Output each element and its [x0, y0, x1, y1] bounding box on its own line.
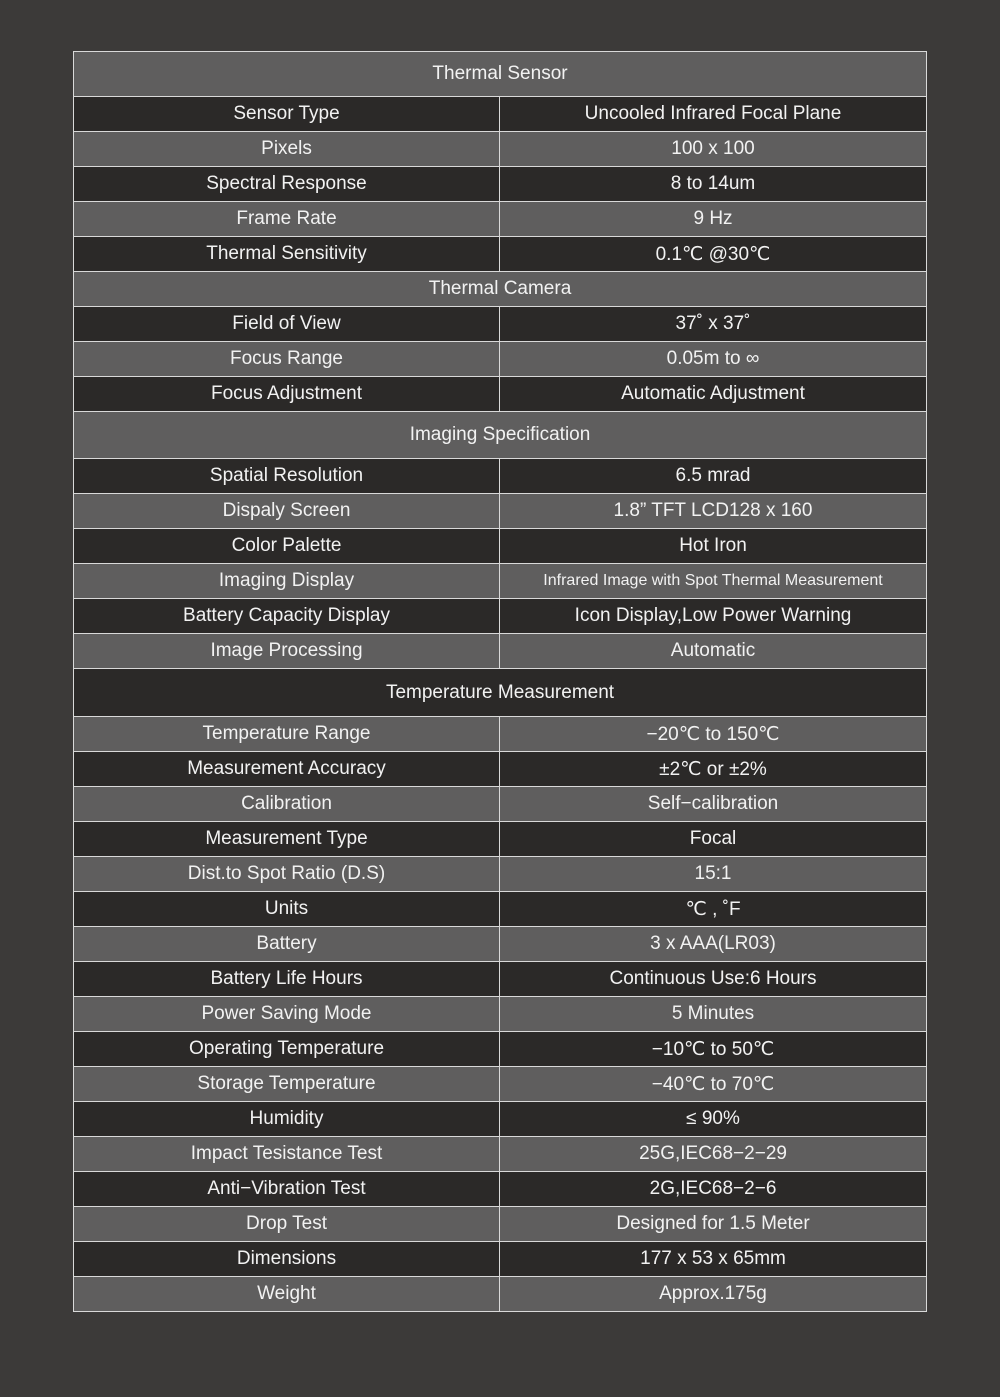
spec-row: [74, 1067, 927, 1102]
spec-label: Operating Temperature: [74, 1032, 500, 1067]
spec-row: [74, 1032, 927, 1067]
spec-value: −40℃ to 70℃: [500, 1067, 927, 1102]
spec-row: [74, 717, 927, 752]
spec-row: [74, 342, 927, 377]
section-header: [74, 272, 927, 307]
spec-value: Automatic: [500, 634, 927, 669]
spec-label: Field of View: [74, 307, 500, 342]
spec-value: 37˚ x 37˚: [500, 307, 927, 342]
section-title: Temperature Measurement: [74, 669, 927, 717]
spec-row: [74, 1102, 927, 1137]
spec-label: Color Palette: [74, 529, 500, 564]
spec-label: Thermal Sensitivity: [74, 237, 500, 272]
spec-value: Automatic Adjustment: [500, 377, 927, 412]
spec-row: [74, 1137, 927, 1172]
spec-row: [74, 1242, 927, 1277]
spec-value: Icon Display,Low Power Warning: [500, 599, 927, 634]
spec-label: Power Saving Mode: [74, 997, 500, 1032]
section-title: Thermal Sensor: [74, 52, 927, 97]
spec-value: Infrared Image with Spot Thermal Measurement: [500, 564, 927, 599]
spec-value: 0.05m to ∞: [500, 342, 927, 377]
spec-label: Impact Tesistance Test: [74, 1137, 500, 1172]
spec-label: Battery Capacity Display: [74, 599, 500, 634]
section-title: Thermal Camera: [74, 272, 927, 307]
spec-label: Imaging Display: [74, 564, 500, 599]
spec-label: Battery: [74, 927, 500, 962]
spec-row: [74, 202, 927, 237]
spec-row: [74, 132, 927, 167]
spec-row: [74, 529, 927, 564]
spec-row: [74, 787, 927, 822]
spec-value: −20℃ to 150℃: [500, 717, 927, 752]
spec-value: Approx.175g: [500, 1277, 927, 1312]
spec-value: 6.5 mrad: [500, 459, 927, 494]
spec-value: 15:1: [500, 857, 927, 892]
spec-row: [74, 634, 927, 669]
spec-label: Spectral Response: [74, 167, 500, 202]
spec-row: [74, 857, 927, 892]
section-title: Imaging Specification: [74, 412, 927, 459]
section-header: [74, 669, 927, 717]
spec-value: 0.1℃ @30℃: [500, 237, 927, 272]
spec-value: Designed for 1.5 Meter: [500, 1207, 927, 1242]
spec-value: 5 Minutes: [500, 997, 927, 1032]
spec-value: ≤ 90%: [500, 1102, 927, 1137]
spec-row: [74, 494, 927, 529]
spec-label: Sensor Type: [74, 97, 500, 132]
spec-label: Focus Adjustment: [74, 377, 500, 412]
spec-label: Image Processing: [74, 634, 500, 669]
spec-label: Dimensions: [74, 1242, 500, 1277]
section-header: [74, 52, 927, 97]
spec-value: 25G,IEC68−2−29: [500, 1137, 927, 1172]
spec-value: ±2℃ or ±2%: [500, 752, 927, 787]
spec-label: Humidity: [74, 1102, 500, 1137]
spec-row: [74, 1207, 927, 1242]
spec-row: [74, 167, 927, 202]
section-header: [74, 412, 927, 459]
spec-row: [74, 1172, 927, 1207]
spec-row: [74, 752, 927, 787]
spec-label: Dispaly Screen: [74, 494, 500, 529]
spec-label: Pixels: [74, 132, 500, 167]
spec-row: [74, 459, 927, 494]
spec-table-body: [74, 52, 927, 1312]
spec-row: [74, 962, 927, 997]
spec-row: [74, 1277, 927, 1312]
spec-row: [74, 97, 927, 132]
spec-row: [74, 307, 927, 342]
spec-row: [74, 237, 927, 272]
spec-label: Dist.to Spot Ratio (D.S): [74, 857, 500, 892]
spec-label: Anti−Vibration Test: [74, 1172, 500, 1207]
spec-value: ℃ , ˚F: [500, 892, 927, 927]
spec-value: 3 x AAA(LR03): [500, 927, 927, 962]
spec-label: Calibration: [74, 787, 500, 822]
spec-row: [74, 564, 927, 599]
spec-label: Measurement Accuracy: [74, 752, 500, 787]
spec-label: Storage Temperature: [74, 1067, 500, 1102]
spec-table: [73, 51, 927, 1312]
spec-row: [74, 997, 927, 1032]
spec-row: [74, 927, 927, 962]
spec-row: [74, 892, 927, 927]
spec-value: 100 x 100: [500, 132, 927, 167]
spec-label: Frame Rate: [74, 202, 500, 237]
spec-label: Measurement Type: [74, 822, 500, 857]
spec-label: Focus Range: [74, 342, 500, 377]
spec-value: 9 Hz: [500, 202, 927, 237]
spec-value: 2G,IEC68−2−6: [500, 1172, 927, 1207]
spec-value: Uncooled Infrared Focal Plane: [500, 97, 927, 132]
spec-value: 8 to 14um: [500, 167, 927, 202]
spec-label: Weight: [74, 1277, 500, 1312]
spec-row: [74, 377, 927, 412]
spec-label: Units: [74, 892, 500, 927]
spec-label: Temperature Range: [74, 717, 500, 752]
spec-label: Battery Life Hours: [74, 962, 500, 997]
spec-value: Focal: [500, 822, 927, 857]
spec-label: Spatial Resolution: [74, 459, 500, 494]
spec-value: Continuous Use:6 Hours: [500, 962, 927, 997]
spec-value: Hot Iron: [500, 529, 927, 564]
spec-value: −10℃ to 50℃: [500, 1032, 927, 1067]
spec-label: Drop Test: [74, 1207, 500, 1242]
spec-value: 177 x 53 x 65mm: [500, 1242, 927, 1277]
spec-row: [74, 599, 927, 634]
spec-value: Self−calibration: [500, 787, 927, 822]
spec-value: 1.8” TFT LCD128 x 160: [500, 494, 927, 529]
spec-row: [74, 822, 927, 857]
